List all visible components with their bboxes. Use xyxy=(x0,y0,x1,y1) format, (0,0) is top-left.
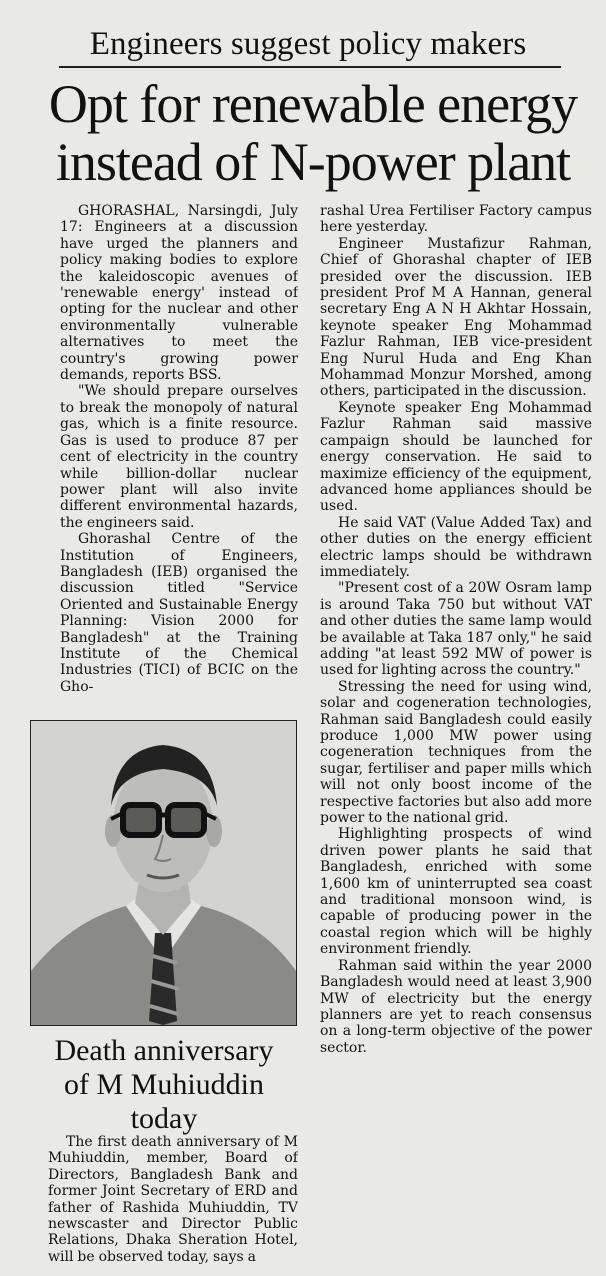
headline-line-1: Opt for renewable energy xyxy=(48,74,578,134)
sidebar-headline-line-3: today xyxy=(130,1102,198,1135)
article-paragraph-continued: rashal Urea Fertiliser Factory campus here yesterday. xyxy=(320,203,592,236)
article-column-right xyxy=(320,203,592,1263)
article-paragraph: Keynote speaker Eng Mohammad Fazlur Rahman said massive campaign should be launched for energy conservation. He said to maximize efficiency of the equipment, advanced home appliances should be used. xyxy=(320,399,592,515)
sidebar-headline-line-1: Death anniversary xyxy=(54,1034,274,1067)
article-paragraph: He said VAT (Value Added Tax) and other duties on the energy efficient electric lamps should be withdrawn immediately. xyxy=(320,514,592,580)
article-paragraph: Engineer Mustafizur Rahman, Chief of Ghorashal chapter of IEB presided over the discussion. IEB president Prof M A Hannan, general secretary Eng A N H Akhtar Hossain, keynote speaker Eng Mohammad Fazlur Rahman, IEB vice-president Eng Nurul Huda and Eng Khan Mohammad Monzur Morshed, among others, participated in the discussion. xyxy=(320,235,592,400)
article-paragraph: Highlighting prospects of wind driven power plants he said that Bangladesh, enriched with some 1,600 km of uninterrupted sea coast and traditional monsoon wind, is capable of producing power in the coastal region which will be highly environment friendly. xyxy=(320,826,592,958)
sidebar-headline xyxy=(28,1034,300,1136)
article-paragraph: "Present cost of a 20W Osram lamp is around Taka 750 but without VAT and other duties the same lamp would be available at Taka 187 only," he said adding "at least 592 MW of power is used for lighting across the country." xyxy=(320,580,592,679)
article-column-left xyxy=(60,203,298,703)
article-paragraph: Rahman said within the year 2000 Bangladesh would need at least 3,900 MW of electricity but the energy planners are yet to reach consensus on a long-term objective of the power sector. xyxy=(320,957,592,1056)
article-paragraph: "We should prepare ourselves to break the monopoly of natural gas, which is a finite resource. Gas is used to produce 87 per cent of electricity in the country while billion-dollar nuclear power plant will also invite different environmental hazards, the engineers said. xyxy=(60,383,298,531)
kicker-rule xyxy=(59,66,561,68)
headline-line-2: instead of N-power plant xyxy=(55,132,571,192)
article-paragraph: Stressing the need for using wind, solar and cogeneration technologies, Rahman said Bangladesh could easily produce 1,000 MW power using cogeneration techniques from the sugar, fertiliser and paper mills which will not only boost income of the respective factories but also add more power to the national grid. xyxy=(320,678,592,827)
article-paragraph: Ghorashal Centre of the Institution of Engineers, Bangladesh (IEB) organised the discussion titled "Service Oriented and Sustainable Energy Planning: Vision 2000 for Bangladesh" at the Training Institute of the Chemical Industries (TICI) of BCIC on the Gho- xyxy=(60,531,298,695)
sidebar-column xyxy=(48,1134,298,1276)
sidebar-headline-line-2: of M Muhiuddin xyxy=(63,1068,264,1101)
kicker: Engineers suggest policy makers xyxy=(89,26,527,62)
sidebar-paragraph: The first death anniversary of M Muhiuddin, member, Board of Directors, Bangladesh Bank and former Joint Secretary of ERD and father of Rashida Muhiuddin, TV newscaster and Director Public Relations, Dhaka Sheration Hotel, will be observed today, says a xyxy=(48,1134,298,1265)
portrait-photo xyxy=(30,720,297,1026)
article-paragraph: GHORASHAL, Narsingdi, July 17: Engineers at a discussion have urged the planners and policy making bodies to explore the kaleidoscopic avenues of 'renewable energy' instead of opting for the nuclear and other environmentally vulnerable alternatives to meet the country's growing power demands, reports BSS. xyxy=(60,203,298,384)
